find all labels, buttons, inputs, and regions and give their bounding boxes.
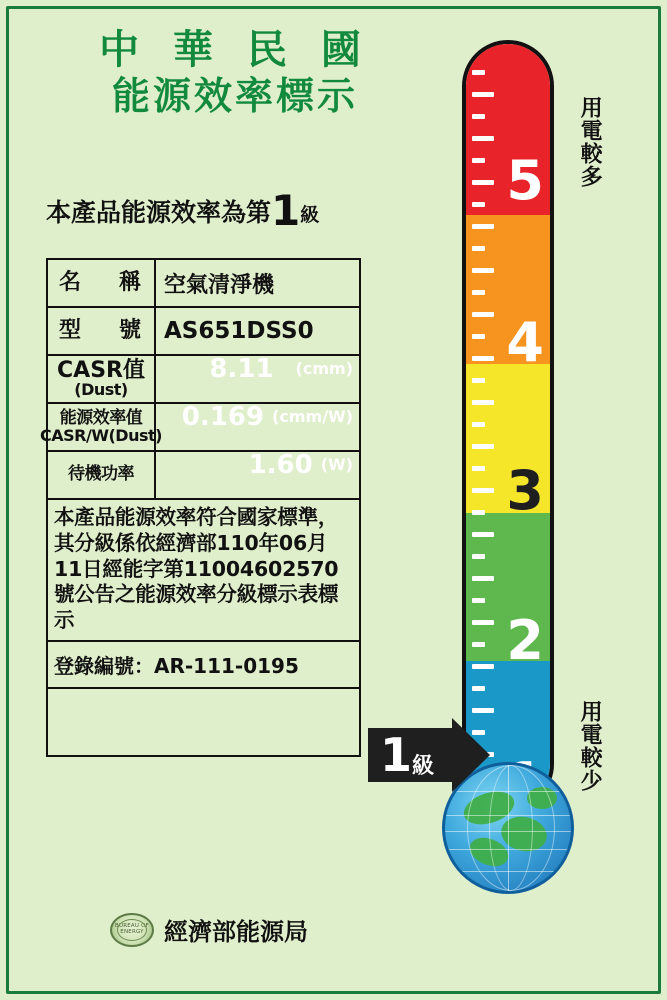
grade-number: 1 [271,186,301,235]
thermometer-level-4: 4 [506,311,544,374]
row-value-unit: (cmm) [295,359,353,378]
grade-callout-unit: 級 [412,754,435,779]
grade-callout-label [380,728,434,782]
row-key [40,404,162,450]
row-key [48,452,156,498]
row-key [48,356,156,402]
row-value: AS651DSS0 [164,318,314,344]
row-value-number: 8.11 [209,354,274,384]
row-key-main: CASR值 [57,358,145,384]
row-key-sub: (Dust) [74,380,128,400]
label-header [40,28,430,117]
table-row [48,260,359,308]
table-row [48,308,359,356]
row-key: 名 稱 [48,260,156,306]
registration-row [48,642,359,689]
title-line-2: 能源效率標示 [111,73,358,118]
grade-suffix: 級 [300,204,320,226]
row-key-sub: CASR/W(Dust) [40,425,162,445]
row-key-main: 待機功率 [68,464,134,485]
row-value-number: 0.169 [181,402,265,432]
thermometer-level-2: 2 [506,609,544,672]
compliance-note: 本產品能源效率符合國家標準，其分級係依經濟部110年06月11日經能字第11004602570號公告之能源效率分級標示表標示 [48,500,359,642]
row-key-main: 能源效率值 [59,407,143,428]
grade-callout-number: 1 [380,728,413,782]
row-key: 型 號 [48,308,156,354]
bureau-footer [110,912,308,947]
blank-row [48,689,359,755]
row-value [201,356,353,382]
row-value [174,404,353,430]
grade-sentence [46,186,446,235]
title-line-1: 中 華 民 國 [99,27,371,73]
grade-callout [366,716,492,794]
row-value-number: 1.60 [248,450,313,480]
registration-value: AR-111-0195 [154,654,299,679]
table-row [40,402,359,452]
bureau-seal-icon [110,913,154,947]
label-low-consumption: 用電較少 [577,700,603,792]
spec-table [40,258,361,757]
grade-prefix: 本產品能源效率為第 [46,198,272,227]
row-value-unit: (W) [320,455,353,474]
registration-label: 登錄編號： [54,654,154,679]
bureau-name: 經濟部能源局 [164,918,308,946]
table-row [48,356,359,404]
thermometer-level-3: 3 [506,459,544,522]
row-value: 空氣清淨機 [164,272,275,298]
bureau-seal-text: BUREAU OF ENERGY [115,922,149,936]
efficiency-thermometer [462,40,554,810]
thermometer-ticks [472,70,494,790]
label-high-consumption: 用電較多 [577,96,603,188]
thermometer-level-5: 5 [506,149,544,212]
row-value-unit: (cmm/W) [272,407,353,426]
thermometer-tube [462,40,554,810]
row-value [241,452,353,478]
table-row [48,452,359,500]
